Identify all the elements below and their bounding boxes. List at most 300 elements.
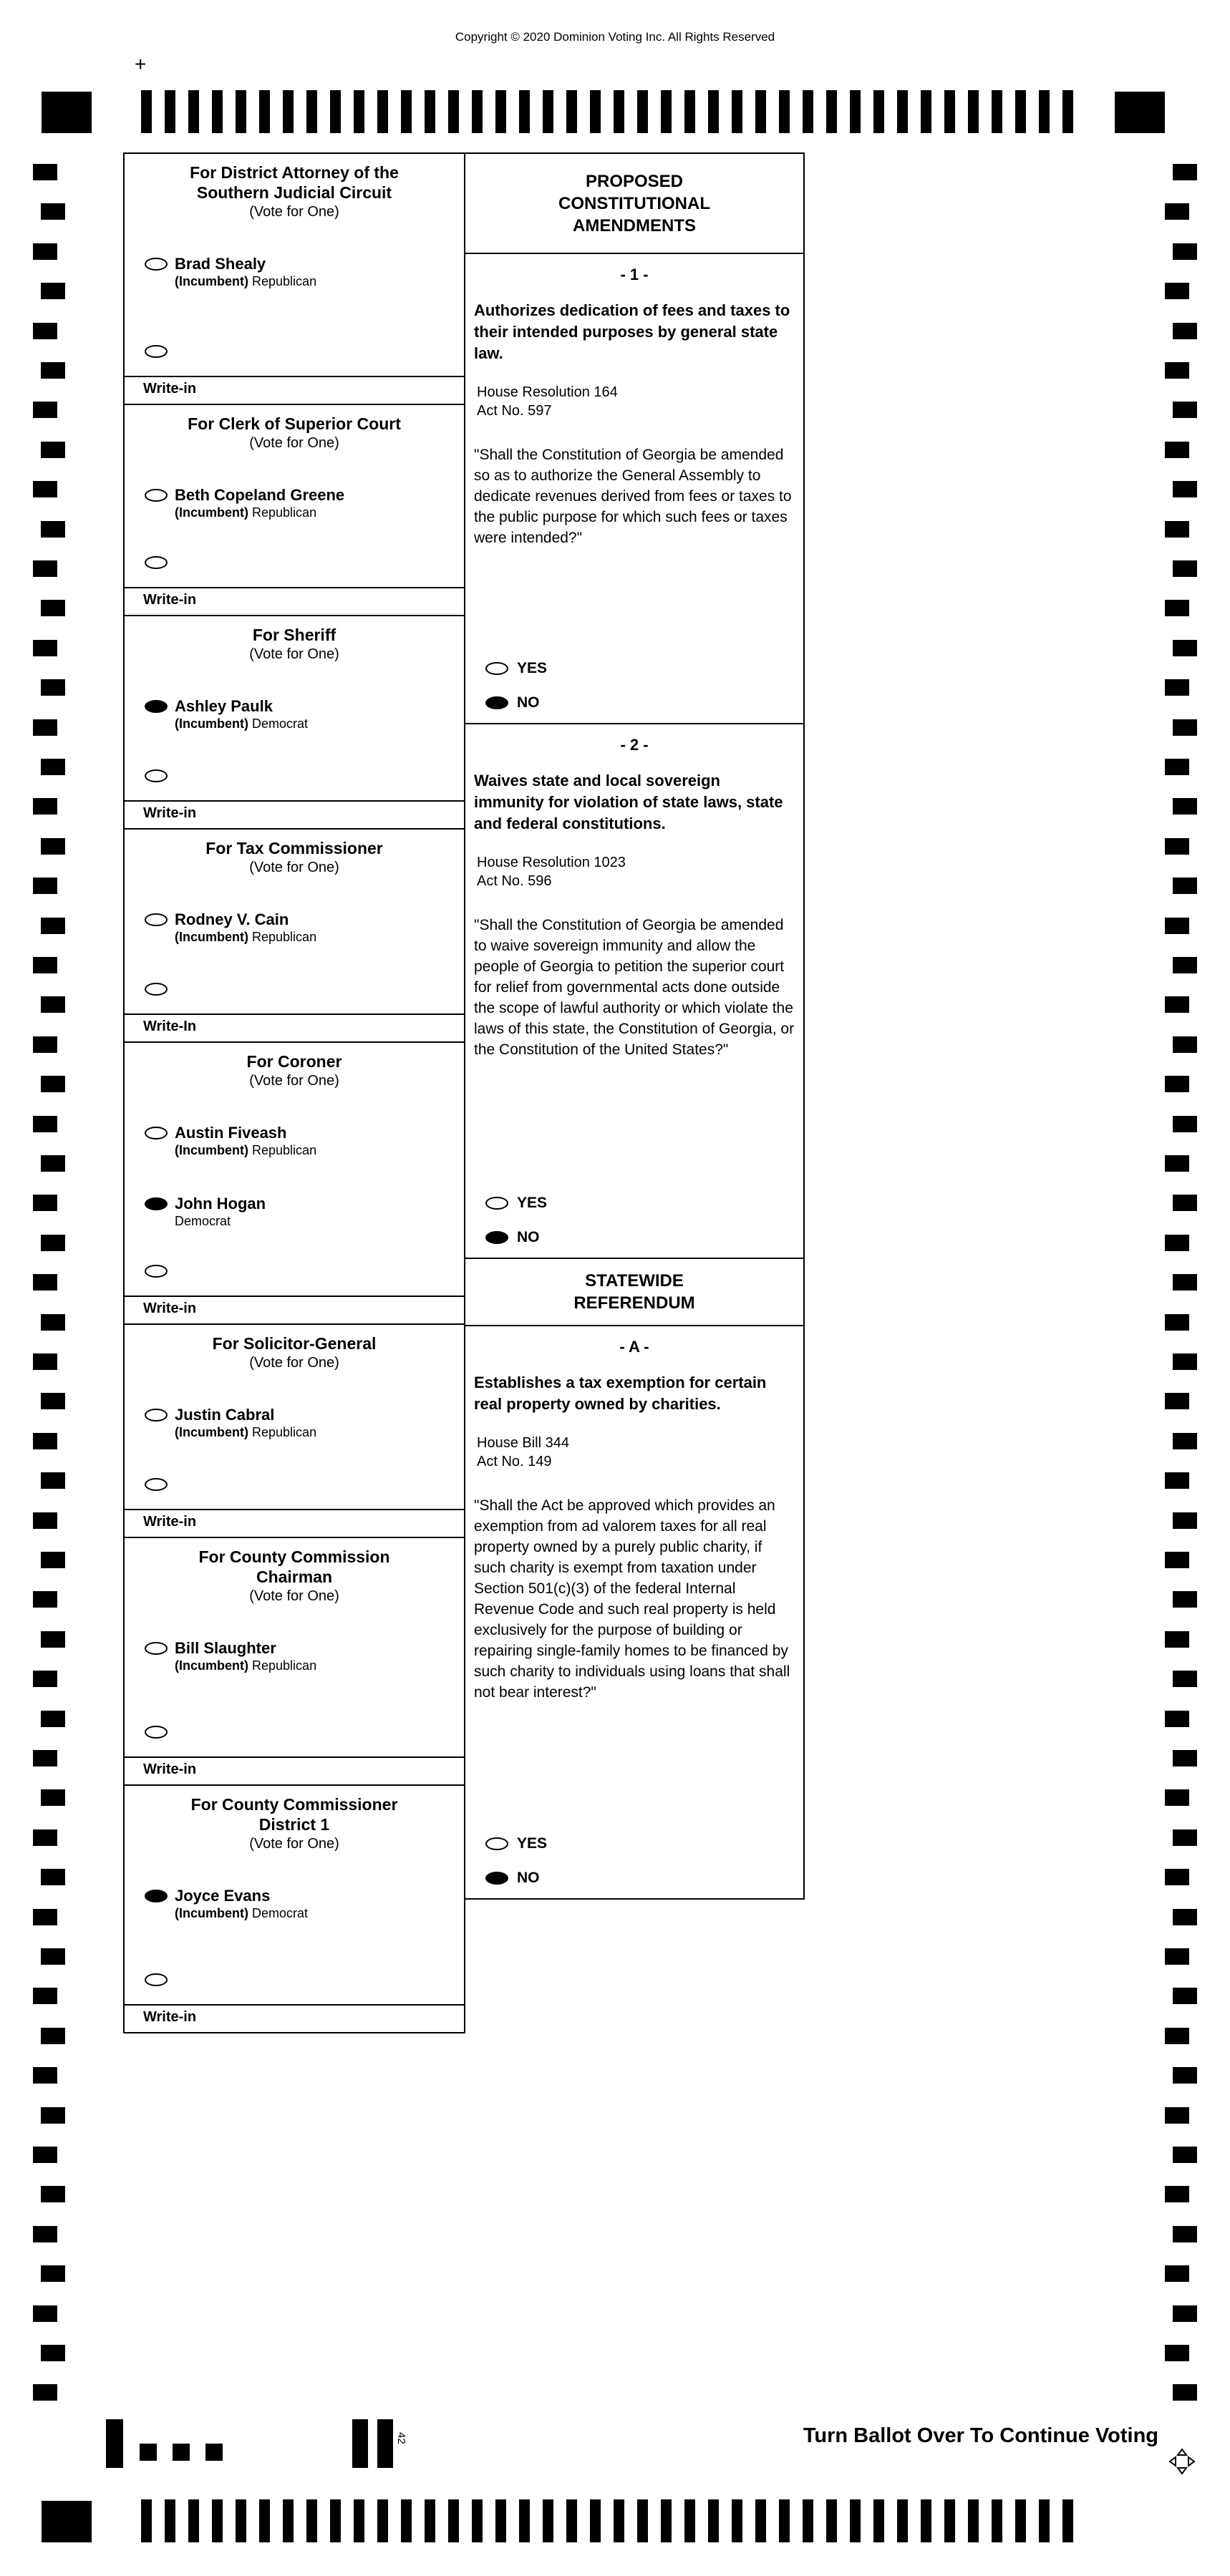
contest-box [123,1537,465,1786]
timing-mark [803,90,813,133]
vote-for-instruction: (Vote for One) [249,1836,339,1852]
write-in-option [125,1970,464,1990]
timing-mark [41,362,65,379]
measure-summary: Waives state and local sovereign immunity for violation of state laws, state and federal constitutions. [474,772,783,832]
timing-mark [1173,323,1197,339]
candidate-name: Ashley Paulk [175,697,273,715]
timing-mark [1173,798,1197,815]
party-label: Republican [252,505,317,520]
timing-mark [1039,2499,1050,2542]
candidate-detail [175,1658,316,1674]
timing-mark [1165,362,1189,379]
timing-mark [33,1750,57,1766]
timing-mark [141,90,152,133]
timing-mark [33,878,57,894]
timing-mark [1173,719,1197,736]
timing-mark [1039,90,1050,133]
timing-mark [212,90,223,133]
timing-mark [33,481,57,497]
timing-mark [1173,402,1197,418]
candidate-detail [175,1142,316,1159]
timing-mark [41,2028,65,2044]
timing-mark [354,90,364,133]
measure-summary: Establishes a tax exemption for certain real property owned by charities. [474,1374,767,1413]
timing-mark [1173,1591,1197,1608]
option-label: YES [517,1835,548,1852]
candidate-info [175,255,316,290]
timing-mark [1165,1948,1189,1965]
write-in-option [125,767,464,786]
measure-number: - 2 - [620,736,649,754]
contest-title-line: For Tax Commissioner [205,839,383,857]
candidate-name: Austin Fiveash [175,1124,287,1142]
timing-mark [33,560,57,577]
timing-mark [1173,1116,1197,1132]
timing-mark [41,283,65,299]
empty-oval[interactable] [145,1478,168,1491]
timing-mark [41,1869,65,1885]
option-row[interactable] [485,1195,803,1212]
timing-mark [236,90,246,133]
contest-title-line: For Clerk of Superior Court [188,414,401,433]
candidate-info [175,1887,308,1922]
write-in-option [125,980,464,999]
timing-mark [1173,2067,1197,2084]
timing-mark [41,918,65,934]
candidate-name: Brad Shealy [175,255,266,273]
timing-mark [1062,90,1073,133]
vote-for-instruction: (Vote for One) [249,1355,339,1371]
candidate-name: Rodney V. Cain [175,910,289,928]
contest-title-line: For Sheriff [252,626,336,644]
vote-for-instruction: (Vote for One) [249,1073,339,1089]
contest-title-line: For District Attorney of the [190,163,399,182]
timing-mark [1165,759,1189,775]
option-label: YES [517,1195,548,1211]
timing-mark [850,2499,861,2542]
candidate-row [125,255,464,290]
timing-mark [41,600,65,616]
measure-references [465,853,803,890]
timing-mark [1165,600,1189,616]
timing-mark [1173,243,1197,260]
write-in-option [125,1723,464,1742]
measure-box [464,1325,805,1900]
option-row[interactable] [485,660,803,677]
timing-mark [1173,1433,1197,1449]
timing-mark [33,1353,57,1370]
incumbent-label: (Incumbent) [175,274,248,288]
option-label: NO [517,1870,540,1886]
party-label: Republican [252,1425,317,1439]
timing-mark [1165,1711,1189,1727]
timing-mark [41,442,65,458]
contest-title-line: District 1 [258,1815,330,1834]
timing-mark [1165,2028,1189,2044]
timing-mark [1165,1869,1189,1885]
timing-mark [472,2499,483,2542]
option-row[interactable] [485,1835,803,1852]
timing-mark [732,2499,742,2542]
timing-mark [140,2444,157,2461]
timing-mark [1173,2384,1197,2401]
option-label: NO [517,694,540,711]
timing-mark [1165,996,1189,1013]
filled-oval[interactable] [145,700,168,713]
candidate-name: Bill Slaughter [175,1639,276,1657]
timing-mark [684,90,695,133]
timing-mark [377,2419,393,2468]
registration-compass-icon [1168,2448,1196,2475]
timing-mark [33,243,57,260]
timing-mark [968,2499,979,2542]
contest-box [123,1323,465,1538]
vote-for-instruction: (Vote for One) [249,435,339,451]
write-in-label: Write-in [143,2009,197,2025]
vote-for-instruction: (Vote for One) [249,204,339,220]
timing-mark [448,90,459,133]
timing-mark [826,2499,837,2542]
timing-mark [1173,1750,1197,1766]
timing-mark [330,2499,341,2542]
timing-mark [283,90,294,133]
sheet-number: 42 [395,2432,407,2444]
incumbent-label: (Incumbent) [175,716,248,731]
measure-box [464,723,805,1259]
contest-box [123,828,465,1043]
amendments-header [464,152,805,254]
timing-mark [944,90,955,133]
write-in-section [125,553,464,615]
contest-title-line: For Solicitor-General [212,1334,377,1353]
timing-mark [1173,957,1197,973]
statewide-header-line: STATEWIDE [585,1271,684,1291]
timing-mark [1165,1393,1189,1409]
filled-oval[interactable] [485,696,508,709]
measure-references [465,1434,803,1471]
write-in-option [125,342,464,361]
filled-oval[interactable] [145,1890,168,1902]
write-in-label: Write-in [143,805,197,821]
timing-mark [33,402,57,418]
incumbent-label: (Incumbent) [175,1658,248,1673]
timing-mark [33,1274,57,1291]
empty-oval[interactable] [145,1642,168,1655]
timing-mark [352,2419,368,2468]
timing-mark [306,2499,317,2542]
party-label: Republican [252,1658,317,1673]
timing-mark [33,1036,57,1053]
timing-mark [1173,481,1197,497]
measure-question: "Shall the Constitution of Georgia be amended to waive sovereign immunity and allow the people of Georgia to petition the superior court for relief from governmental acts done outside the scope of lawful authority or which violate the laws of this state, the Constitution of Georgia, or the Constitution of the United States?" [474,917,795,1058]
contest-title-line: Chairman [256,1568,333,1586]
timing-mark [33,1909,57,1925]
measure-question: "Shall the Constitution of Georgia be amended so as to authorize the General Assembly to dedicate revenues derived from fees or taxes to the public purpose for which such fees or taxes were intended?" [474,447,792,546]
timing-mark [41,1472,65,1489]
timing-mark [614,2499,624,2542]
empty-oval[interactable] [145,258,168,271]
timing-mark [661,2499,672,2542]
timing-mark [1173,1829,1197,1846]
option-label: YES [517,660,548,676]
write-in-option [125,553,464,573]
timing-mark [41,1076,65,1092]
contest-title [125,1538,464,1587]
candidate-name: Beth Copeland Greene [175,486,345,504]
candidate-detail [175,929,316,946]
filled-oval[interactable] [485,1872,508,1885]
empty-oval[interactable] [145,1127,168,1139]
party-label: Republican [252,274,317,288]
contest-box [123,615,465,830]
timing-mark [377,2499,388,2542]
timing-mark [873,2499,884,2542]
candidate-detail [175,273,316,290]
empty-oval[interactable] [485,1837,508,1850]
timing-mark [41,679,65,696]
empty-oval[interactable] [145,489,168,502]
timing-mark [283,2499,294,2542]
statewide-header [464,1258,805,1326]
timing-mark [306,90,317,133]
timing-mark [425,90,435,133]
timing-mark [41,2107,65,2124]
incumbent-label: (Incumbent) [175,930,248,944]
timing-mark [590,2499,601,2542]
candidate-row [125,1195,464,1230]
timing-mark [1165,1552,1189,1568]
incumbent-label: (Incumbent) [175,1425,248,1439]
amendments-header-line: AMENDMENTS [573,215,696,235]
timing-mark [212,2499,223,2542]
timing-mark [33,957,57,973]
timing-mark [1165,203,1189,220]
candidate-info [175,1124,316,1159]
contest-title [125,616,464,645]
measure-options [465,1835,803,1898]
timing-mark [590,90,601,133]
contest-title-line: Southern Judicial Circuit [196,183,392,202]
write-in-label: Write-in [143,1761,197,1777]
timing-mark [897,2499,908,2542]
timing-mark [755,90,766,133]
candidate-detail [175,1905,308,1922]
candidate-detail [175,1424,316,1441]
timing-mark [519,2499,530,2542]
timing-mark [41,1948,65,1965]
timing-mark [897,90,908,133]
timing-mark [1173,1036,1197,1053]
timing-mark [33,1829,57,1846]
timing-mark [41,2186,65,2202]
measure-reference: House Resolution 1023 [477,855,626,870]
timing-mark [165,2499,175,2542]
write-in-label: Write-in [143,1514,197,1530]
contest-box [123,1784,465,2033]
contest-title [125,405,464,434]
measure-reference: House Resolution 164 [477,384,618,400]
timing-mark [1173,878,1197,894]
write-in-section [125,767,464,828]
measure-question: "Shall the Act be approved which provides an exemption from ad valorem taxes for all real property owned by a purely public charity, if such charity is exempt from taxation under Section 501(c)(3) of the federal Internal Revenue Code and such real property is held exclusively for the purpose of building or repairing single-family homes to be financed by such charity to individuals using loans that shall not bear interest?" [474,1497,790,1701]
timing-mark [826,90,837,133]
timing-mark [165,90,175,133]
empty-oval[interactable] [145,345,168,358]
timing-mark [41,1393,65,1409]
vote-for-instruction: (Vote for One) [249,646,339,662]
contest-title-line: For County Commissioner [190,1795,398,1814]
empty-oval[interactable] [145,1973,168,1986]
timing-mark [41,1552,65,1568]
empty-oval[interactable] [145,556,168,569]
timing-mark [377,90,388,133]
timing-mark [1062,2499,1073,2542]
contest-title [125,1043,464,1071]
write-in-section [125,1970,464,2032]
timing-mark [519,90,530,133]
timing-mark [259,90,270,133]
vote-for-instruction: (Vote for One) [249,860,339,875]
party-label: Democrat [252,716,309,731]
timing-mark [1165,1789,1189,1806]
contest-title [125,1325,464,1353]
write-in-section [125,980,464,1041]
timing-mark [1165,521,1189,538]
empty-oval[interactable] [485,662,508,675]
timing-mark [708,90,719,133]
timing-mark [755,2499,766,2542]
timing-mark [33,1671,57,1687]
timing-mark [41,1631,65,1648]
timing-mark [330,90,341,133]
timing-mark [448,2499,459,2542]
timing-mark [33,2305,57,2322]
timing-mark [1173,2147,1197,2163]
option-label: NO [517,1229,540,1245]
empty-oval[interactable] [145,1265,168,1278]
timing-mark [779,90,790,133]
write-in-option [125,1262,464,1281]
timing-mark [921,2499,931,2542]
write-in-option [125,1475,464,1494]
contest-title-line: For Coroner [246,1052,342,1071]
timing-mark [1173,1909,1197,1925]
timing-mark [41,996,65,1013]
option-row[interactable] [485,1870,803,1887]
timing-mark [1165,1472,1189,1489]
candidate-name: John Hogan [175,1195,266,1212]
contest-box [123,404,465,616]
option-row[interactable] [485,1229,803,1246]
timing-mark [803,2499,813,2542]
measure-reference: Act No. 149 [477,1454,552,1469]
filled-oval[interactable] [145,1197,168,1210]
contest-title [125,1786,464,1834]
timing-mark [1165,2345,1189,2361]
candidate-detail [175,1213,266,1230]
candidate-info [175,486,344,521]
write-in-section [125,342,464,404]
timing-mark [401,2499,412,2542]
timing-mark [1173,1353,1197,1370]
vote-for-instruction: (Vote for One) [249,1588,339,1604]
measure-options [465,660,803,723]
timing-mark [850,90,861,133]
timing-mark [1165,1631,1189,1648]
measure-summary: Authorizes dedication of fees and taxes to their intended purposes by general state law. [474,301,790,362]
turn-ballot-instruction: Turn Ballot Over To Continue Voting [803,2424,1158,2447]
candidate-info [175,1639,316,1674]
timing-mark [33,1512,57,1529]
timing-mark [1165,2107,1189,2124]
measure-reference: Act No. 596 [477,873,552,889]
timing-mark [472,90,483,133]
incumbent-label: (Incumbent) [175,1906,248,1920]
timing-mark [1165,1155,1189,1172]
incumbent-label: (Incumbent) [175,1143,248,1157]
timing-mark [205,2444,223,2461]
timing-mark [1165,1235,1189,1251]
timing-mark [1165,1314,1189,1331]
timing-mark [41,2345,65,2361]
candidate-info [175,1406,316,1441]
timing-mark [1165,2265,1189,2282]
empty-oval[interactable] [145,913,168,926]
empty-oval[interactable] [485,1197,508,1210]
timing-mark [106,2419,123,2468]
measure-reference: House Bill 344 [477,1435,569,1451]
timing-mark [33,323,57,339]
timing-mark [566,2499,577,2542]
timing-mark [41,1235,65,1251]
timing-mark [566,90,577,133]
write-in-label: Write-In [143,1019,197,1034]
timing-mark [33,2147,57,2163]
timing-mark [1173,560,1197,577]
timing-mark [41,2265,65,2282]
party-label: Democrat [175,1214,231,1228]
measure-number: - A - [619,1338,649,1356]
timing-mark [401,90,412,133]
timing-mark [1165,442,1189,458]
timing-mark [1173,640,1197,656]
timing-mark [1165,283,1189,299]
option-row[interactable] [485,694,803,711]
candidate-row [125,1124,464,1159]
timing-mark [41,759,65,775]
empty-oval[interactable] [145,1726,168,1739]
write-in-label: Write-in [143,1301,197,1316]
timing-mark [33,719,57,736]
timing-mark [732,90,742,133]
empty-oval[interactable] [145,1409,168,1421]
statewide-header-line: REFERENDUM [573,1293,695,1313]
empty-oval[interactable] [145,769,168,782]
filled-oval[interactable] [485,1231,508,1244]
empty-oval[interactable] [145,983,168,996]
timing-mark [1173,1671,1197,1687]
measure-box [464,253,805,724]
timing-mark [992,2499,1002,2542]
timing-mark [1015,90,1026,133]
copyright-notice: Copyright © 2020 Dominion Voting Inc. All Rights Reserved [455,30,775,44]
candidate-row [125,910,464,946]
timing-mark [41,1711,65,1727]
timing-mark [873,90,884,133]
timing-mark [41,1155,65,1172]
contest-box [123,152,465,405]
candidate-info [175,1195,266,1230]
